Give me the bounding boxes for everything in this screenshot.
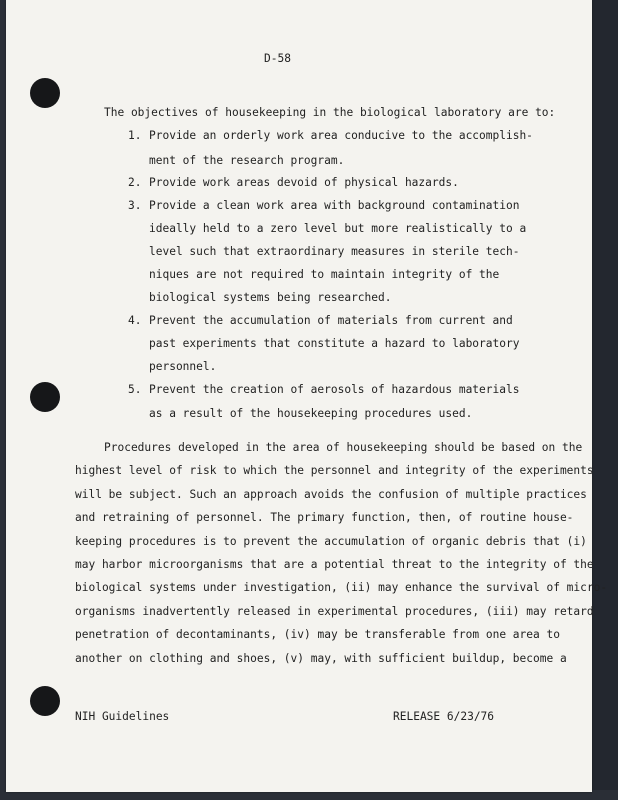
paragraph-line: Procedures developed in the area of housekeeping should be based on the (104, 441, 583, 454)
objective-line: personnel. (149, 360, 217, 373)
paragraph-line: biological systems under investigation, (ii) may enhance the survival of micro- (75, 581, 608, 594)
objective-line: Provide work areas devoid of physical hazards. (149, 176, 459, 189)
objective-line: ideally held to a zero level but more realistically to a (149, 222, 527, 235)
document-page (6, 0, 608, 792)
objective-line: Prevent the creation of aerosols of hazardous materials (149, 383, 520, 396)
scan-background-right (592, 0, 618, 800)
objective-line: biological systems being researched. (149, 291, 392, 304)
objective-line: past experiments that constitute a hazard to laboratory (149, 337, 520, 350)
punch-hole-middle (30, 382, 60, 412)
paragraph-line: may harbor microorganisms that are a potential threat to the integrity of the (75, 558, 594, 571)
objective-number: 4. (128, 314, 142, 327)
objective-number: 3. (128, 199, 142, 212)
objective-line: niques are not required to maintain integrity of the (149, 268, 500, 281)
paragraph-line: keeping procedures is to prevent the accumulation of organic debris that (i) (75, 535, 587, 548)
objective-line: level such that extraordinary measures in sterile tech- (149, 245, 520, 258)
objective-line: as a result of the housekeeping procedures used. (149, 407, 473, 420)
paragraph-line: penetration of decontaminants, (iv) may be transferable from one area to (75, 628, 560, 641)
paragraph-line: organisms inadvertently released in experimental procedures, (iii) may retard (75, 605, 594, 618)
objective-number: 1. (128, 129, 142, 142)
punch-hole-bottom (30, 686, 60, 716)
page-number: D-58 (264, 52, 291, 65)
footer-source: NIH Guidelines (75, 710, 170, 723)
objective-line: Prevent the accumulation of materials from current and (149, 314, 513, 327)
objective-line: Provide an orderly work area conducive to the accomplish- (149, 129, 533, 142)
objective-number: 5. (128, 383, 142, 396)
punch-hole-top (30, 78, 60, 108)
paragraph-line: will be subject. Such an approach avoids the confusion of multiple practices (75, 488, 587, 501)
footer-release-date: RELEASE 6/23/76 (393, 710, 495, 723)
paragraph-line: another on clothing and shoes, (v) may, with sufficient buildup, become a (75, 652, 567, 665)
paragraph-line: highest level of risk to which the personnel and integrity of the experiments (75, 464, 594, 477)
objectives-intro: The objectives of housekeeping in the biological laboratory are to: (104, 106, 556, 119)
paragraph-line: and retraining of personnel. The primary function, then, of routine house- (75, 511, 574, 524)
objective-number: 2. (128, 176, 142, 189)
objective-line: ment of the research program. (149, 154, 345, 167)
objective-line: Provide a clean work area with background contamination (149, 199, 520, 212)
